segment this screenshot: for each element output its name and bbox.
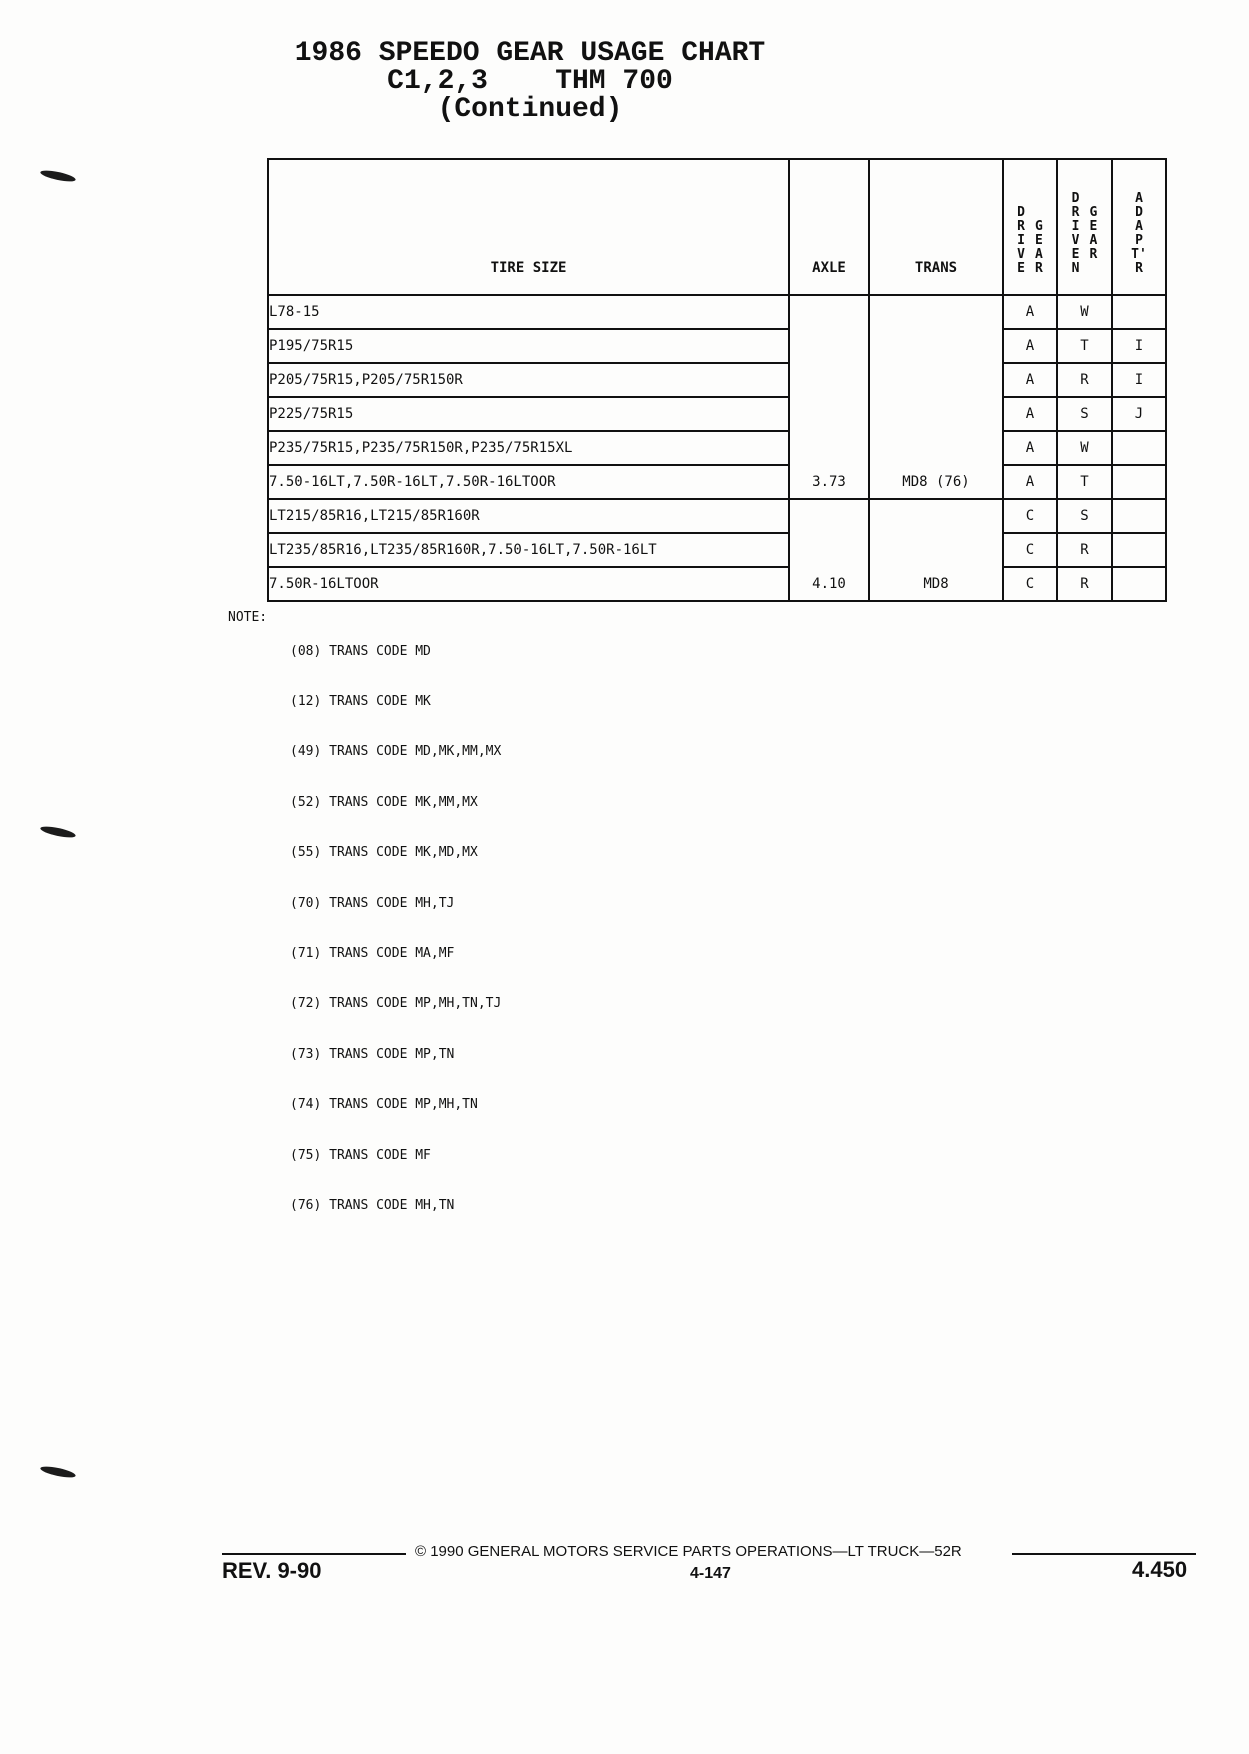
driven-gear-cell: R (1057, 567, 1112, 601)
note-item: (49) TRANS CODE MD,MK,MM,MX (290, 744, 502, 760)
note-item: (70) TRANS CODE MH,TJ (290, 895, 455, 911)
table-row (268, 397, 1166, 431)
axle-cell (789, 431, 869, 465)
tire-size-cell: 7.50-16LT,7.50R-16LT,7.50R-16LTOOR (268, 465, 789, 499)
tire-size-cell: P195/75R15 (268, 329, 789, 363)
tire-size-cell: L78-15 (268, 295, 789, 329)
axle-value: 4.10 (789, 567, 869, 601)
adapter-cell (1112, 431, 1166, 465)
adapter-cell: I (1112, 329, 1166, 363)
drive-gear-cell: A (1003, 397, 1057, 431)
table-row (268, 363, 1166, 397)
trans-cell (869, 499, 1003, 533)
note-item: (74) TRANS CODE MP,MH,TN (290, 1097, 478, 1113)
section-number: 4.450 (1132, 1557, 1188, 1582)
note-item: (52) TRANS CODE MK,MM,MX (290, 794, 478, 810)
page-title (0, 40, 1060, 124)
header-axle: AXLE (789, 159, 869, 295)
trans-cell (869, 397, 1003, 431)
axle-cell (789, 499, 869, 533)
note-item: (76) TRANS CODE MH,TN (290, 1197, 455, 1213)
punch-hole-middle (40, 824, 77, 839)
note-list (290, 610, 501, 1248)
driven-gear-cell: T (1057, 465, 1112, 499)
adapter-cell (1112, 567, 1166, 601)
driven-gear-cell: R (1057, 533, 1112, 567)
revision-label: REV. 9-90 (222, 1558, 322, 1583)
adapter-cell (1112, 533, 1166, 567)
driven-gear-cell: R (1057, 363, 1112, 397)
drive-gear-cell: A (1003, 329, 1057, 363)
trans-cell (869, 363, 1003, 397)
drive-gear-cell: A (1003, 295, 1057, 329)
header-drive-gear: D R I V E G E A R (1003, 159, 1057, 295)
page-number: 4-147 (690, 1565, 731, 1582)
header-adapter: A D A P T' R (1112, 159, 1166, 295)
drive-gear-cell: C (1003, 533, 1057, 567)
table-row (268, 329, 1166, 363)
axle-cell (789, 295, 869, 329)
header-driven-gear: D R I V E N G E A R (1057, 159, 1112, 295)
tire-size-cell: P225/75R15 (268, 397, 789, 431)
trans-cell (869, 329, 1003, 363)
note-item: (75) TRANS CODE MF (290, 1147, 431, 1163)
adapter-cell: J (1112, 397, 1166, 431)
trans-value: MD8 (869, 567, 1003, 601)
note-item: (73) TRANS CODE MP,TN (290, 1046, 455, 1062)
footer-copyright: © 1990 GENERAL MOTORS SERVICE PARTS OPERATIONS—LT TRUCK—52R (415, 1543, 962, 1560)
drive-gear-cell: A (1003, 431, 1057, 465)
footer-rule-right (1012, 1553, 1196, 1555)
axle-cell (789, 533, 869, 567)
note-item: (72) TRANS CODE MP,MH,TN,TJ (290, 996, 502, 1012)
note-item: (55) TRANS CODE MK,MD,MX (290, 845, 478, 861)
tire-size-cell: P205/75R15,P205/75R150R (268, 363, 789, 397)
tire-size-cell: 7.50R-16LTOOR (268, 567, 789, 601)
axle-cell (789, 363, 869, 397)
driven-gear-cell: S (1057, 499, 1112, 533)
punch-hole-bottom (40, 1464, 77, 1479)
trans-cell (869, 295, 1003, 329)
adapter-cell: I (1112, 363, 1166, 397)
table-row (268, 499, 1166, 533)
driven-gear-cell: T (1057, 329, 1112, 363)
drive-gear-cell: C (1003, 567, 1057, 601)
axle-value: 3.73 (789, 465, 869, 499)
note-item: (08) TRANS CODE MD (290, 643, 431, 659)
tire-size-cell: P235/75R15,P235/75R150R,P235/75R15XL (268, 431, 789, 465)
adapter-cell (1112, 295, 1166, 329)
title-line-3: (Continued) (437, 94, 623, 125)
drive-gear-cell: A (1003, 465, 1057, 499)
note-label: NOTE: (228, 610, 268, 625)
table-header-row (268, 159, 1166, 295)
table-row (268, 465, 1166, 499)
adapter-cell (1112, 499, 1166, 533)
title-line-2: C1,2,3 THM 700 (387, 66, 673, 97)
note-item: (12) TRANS CODE MK (290, 693, 431, 709)
speedo-gear-table (267, 158, 1167, 602)
footer-rule-left (222, 1553, 406, 1555)
driven-gear-cell: W (1057, 295, 1112, 329)
trans-cell (869, 533, 1003, 567)
drive-gear-cell: A (1003, 363, 1057, 397)
trans-cell (869, 431, 1003, 465)
punch-hole-top (40, 168, 77, 183)
title-line-1: 1986 SPEEDO GEAR USAGE CHART (294, 38, 766, 69)
header-tire-size: TIRE SIZE (268, 159, 789, 295)
table-row (268, 295, 1166, 329)
note-item: (71) TRANS CODE MA,MF (290, 945, 455, 961)
axle-cell (789, 329, 869, 363)
drive-gear-cell: C (1003, 499, 1057, 533)
table-row (268, 533, 1166, 567)
adapter-cell (1112, 465, 1166, 499)
table-row (268, 431, 1166, 465)
trans-value: MD8 (76) (869, 465, 1003, 499)
axle-cell (789, 397, 869, 431)
tire-size-cell: LT235/85R16,LT235/85R160R,7.50-16LT,7.50R-16LT (268, 533, 789, 567)
tire-size-cell: LT215/85R16,LT215/85R160R (268, 499, 789, 533)
header-trans: TRANS (869, 159, 1003, 295)
driven-gear-cell: W (1057, 431, 1112, 465)
driven-gear-cell: S (1057, 397, 1112, 431)
table-row (268, 567, 1166, 601)
